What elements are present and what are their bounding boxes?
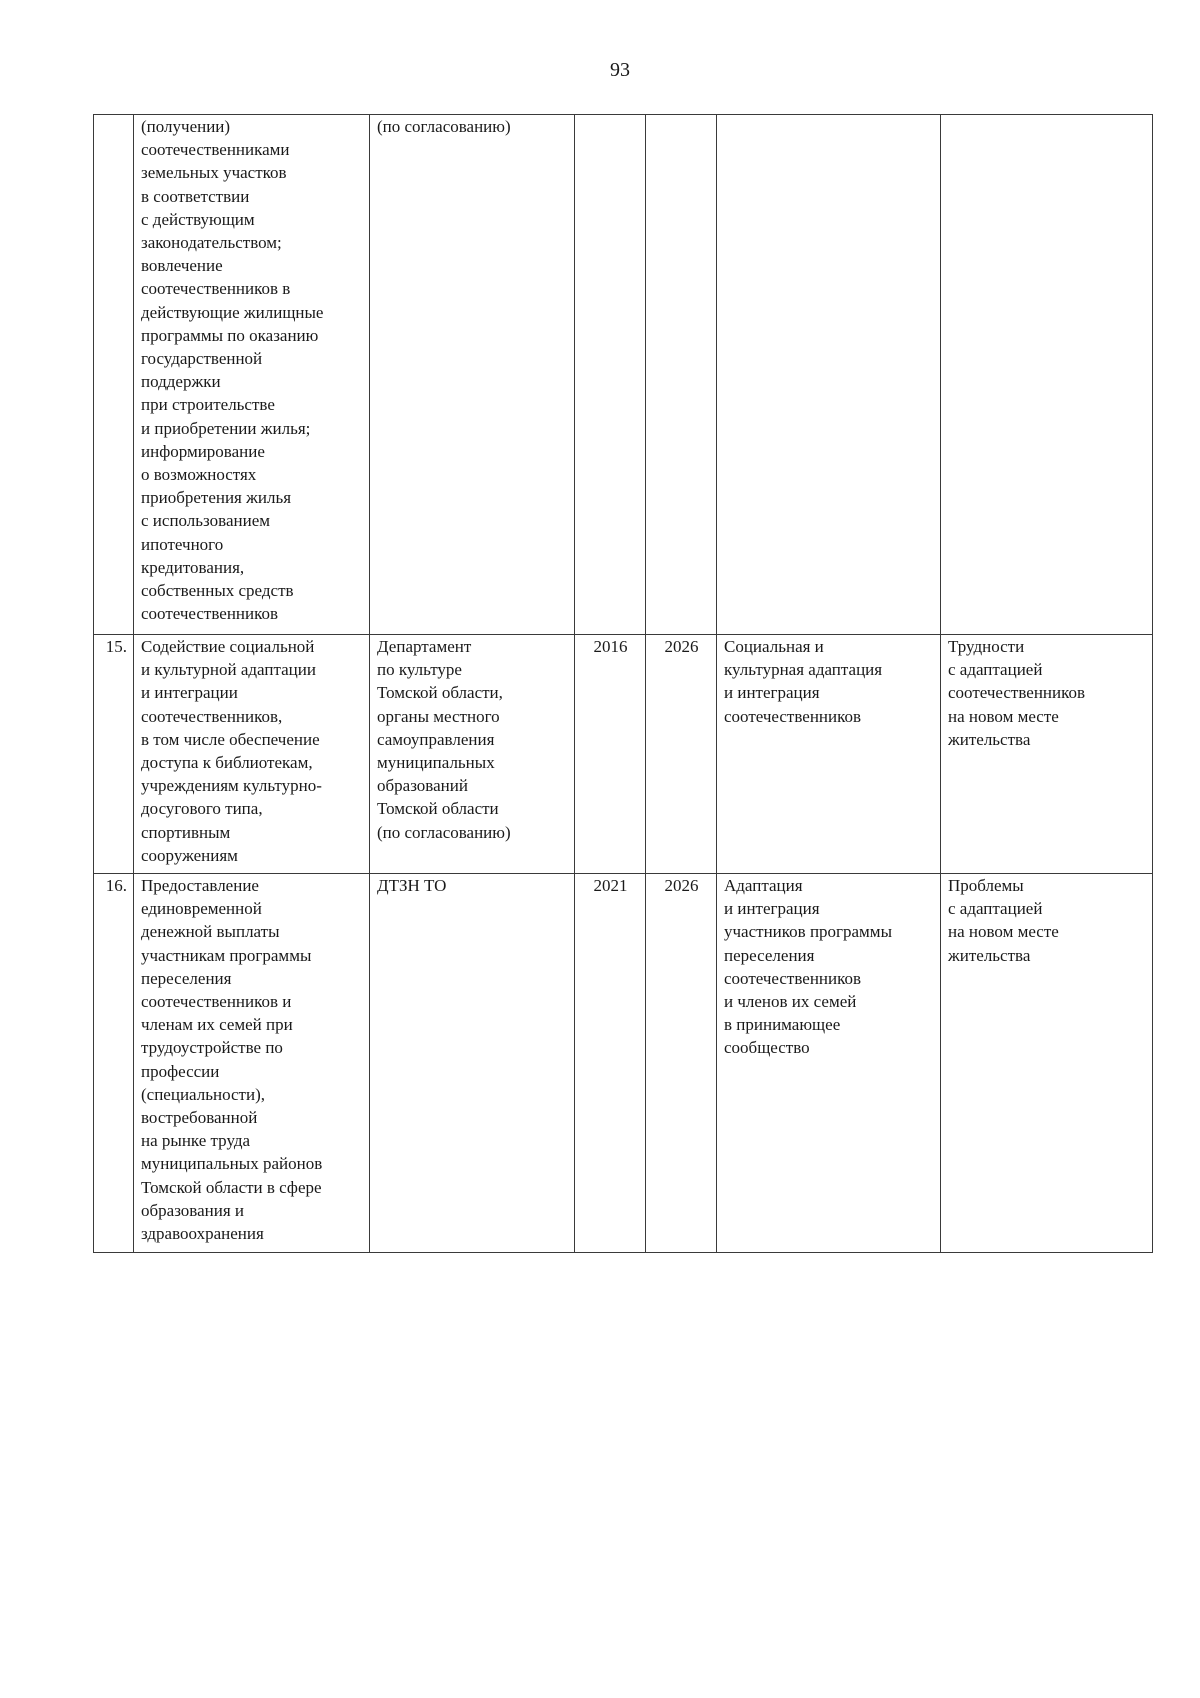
executor-cell: ДТЗН ТО xyxy=(370,874,575,1253)
risk-cell: Трудности с адаптацией соотечественников на новом месте жительства xyxy=(941,635,1153,874)
executor-cell: Департамент по культуре Томской области, органы местного самоуправления муниципальных образований Томской области (по согласованию) xyxy=(370,635,575,874)
end-year-cell: 2026 xyxy=(646,635,717,874)
risk-cell: Проблемы с адаптацией на новом месте жительства xyxy=(941,874,1153,1253)
result-cell: Социальная и культурная адаптация и интеграция соотечественников xyxy=(717,635,941,874)
measure-cell: (получении) соотечественниками земельных участков в соответствии с действующим законодательством; вовлечение соотечественников в действующие жилищные программы по оказанию государственной поддержки при строительстве и приобретении жилья; информирование о возможностях приобретения жилья с использованием ипотечного кредитования, собственных средств соотечественников xyxy=(134,115,370,635)
measures-table xyxy=(93,114,1153,1253)
risk-cell xyxy=(941,115,1153,635)
measure-cell: Содействие социальной и культурной адаптации и интеграции соотечественников, в том числе обеспечение доступа к библиотекам, учреждениям культурно- досугового типа, спортивным сооружениям xyxy=(134,635,370,874)
table-row xyxy=(94,115,1153,635)
row-number xyxy=(94,115,134,635)
end-year-cell: 2026 xyxy=(646,874,717,1253)
row-number: 15. xyxy=(94,635,134,874)
start-year-cell: 2021 xyxy=(575,874,646,1253)
result-cell: Адаптация и интеграция участников программы переселения соотечественников и членов их семей в принимающее сообщество xyxy=(717,874,941,1253)
page-number: 93 xyxy=(610,59,630,81)
end-year-cell xyxy=(646,115,717,635)
executor-cell: (по согласованию) xyxy=(370,115,575,635)
start-year-cell xyxy=(575,115,646,635)
row-number: 16. xyxy=(94,874,134,1253)
result-cell xyxy=(717,115,941,635)
table-row xyxy=(94,874,1153,1253)
measure-cell: Предоставление единовременной денежной выплаты участникам программы переселения соотечественников и членам их семей при трудоустройстве по профессии (специальности), востребованной на рынке труда муниципальных районов Томской области в сфере образования и здравоохранения xyxy=(134,874,370,1253)
table-row xyxy=(94,635,1153,874)
start-year-cell: 2016 xyxy=(575,635,646,874)
